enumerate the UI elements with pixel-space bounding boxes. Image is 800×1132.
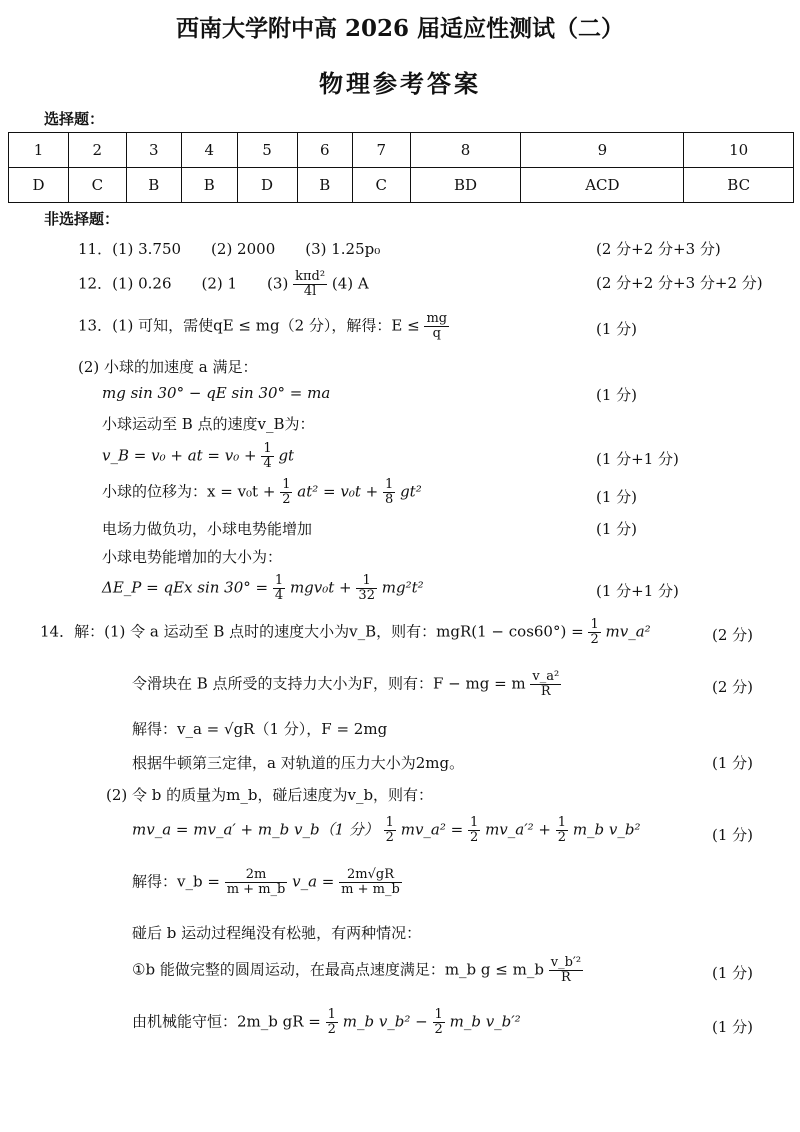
q14-score-1: (2 分) (712, 626, 754, 644)
fraction-numerator: 1 (557, 815, 567, 830)
fraction-numerator: v_a² (532, 669, 560, 684)
q14-fraction (588, 618, 600, 647)
fraction-numerator: mg (426, 311, 448, 326)
nonchoice-section-label: 非选择题： (44, 210, 120, 228)
fraction-numerator: 1 (282, 477, 291, 492)
q14-score-4: (1 分) (712, 754, 754, 772)
fraction-numerator: 1 (327, 1007, 336, 1022)
table-cell: 8 (410, 133, 521, 168)
choice-section-label: 选择题： (44, 110, 105, 128)
fraction-numerator: 1 (434, 1007, 443, 1022)
q14-text: ①b 能做完整的圆周运动，在最高点速度满足：m_b g ≤ m_b (132, 960, 544, 979)
table-cell: 3 (126, 133, 181, 168)
q14-line-10 (132, 1008, 521, 1037)
table-cell: 6 (297, 133, 352, 168)
table-row-numbers (9, 133, 794, 168)
q14-formula: m_b v_b² − (342, 1012, 428, 1031)
q11-answer: 11．(1) 3.750 (2) 2000 (3) 1.25p₀ (78, 240, 381, 258)
fraction-numerator: 1 (590, 617, 599, 632)
fraction-denominator: 8 (385, 492, 394, 507)
q14-fraction (339, 868, 402, 897)
table-cell: BC (684, 168, 794, 203)
q14-line-3: 解得：v_a = √gR（1 分），F = 2mg (132, 720, 388, 738)
table-row-answers (9, 168, 794, 203)
q13-fraction (383, 478, 395, 507)
q14-score-10: (1 分) (712, 1018, 754, 1036)
q14-fraction (468, 816, 480, 845)
q13-line-6 (102, 478, 422, 507)
q13-formula: mgv₀t + (289, 578, 352, 597)
q14-formula: mv_a² (605, 622, 651, 641)
fraction-denominator: q (432, 326, 441, 341)
fraction-numerator: v_b′² (550, 955, 582, 970)
q14-line-6 (132, 816, 641, 845)
fraction-denominator: 2 (385, 830, 394, 845)
fraction-denominator: 2 (282, 492, 291, 507)
q14-fraction (433, 1008, 445, 1037)
fraction-numerator: 1 (356, 574, 377, 589)
q13-score-9: (1 分+1 分) (596, 582, 679, 600)
table-cell: ACD (521, 168, 684, 203)
q13-fraction (356, 574, 377, 603)
q13-fraction (280, 478, 292, 507)
q14-line-8: 碰后 b 运动过程绳没有松驰，有两种情况： (132, 924, 422, 942)
choice-answer-table (8, 132, 794, 203)
table-cell: B (126, 168, 181, 203)
q12-text-a: 12．(1) 0.26 (2) 1 (3) (78, 274, 289, 293)
q14-formula: m_b v_b² (572, 820, 641, 839)
fraction-numerator: kπd² (295, 269, 326, 284)
q13-formula: ΔE_P = qEx sin 30° = (102, 578, 269, 597)
q13-line-2: (2) 小球的加速度 a 满足： (78, 358, 258, 376)
q13-score-6: (1 分) (596, 488, 638, 506)
fraction-numerator: 1 (263, 441, 272, 456)
table-cell: D (237, 168, 297, 203)
table-cell: B (297, 168, 352, 203)
q13-line-3: mg sin 30° − qE sin 30° = ma (102, 384, 331, 402)
table-cell: BD (410, 168, 521, 203)
fraction-denominator: 4l (303, 284, 317, 299)
q13-fraction (261, 442, 273, 471)
q13-text: 13．(1) 可知，需使qE ≤ mg（2 分），解得：E ≤ (78, 316, 420, 335)
q14-fraction (326, 1008, 338, 1037)
q14-fraction (556, 816, 568, 845)
fraction-denominator: R (540, 684, 551, 699)
q12-fraction (293, 270, 327, 299)
fraction-denominator: R (561, 970, 571, 985)
fraction-numerator: 2m (225, 868, 288, 883)
table-cell: 9 (521, 133, 684, 168)
fraction-denominator: m + m_b (341, 882, 400, 897)
q13-line-5 (102, 442, 294, 471)
fraction-denominator: 4 (274, 588, 284, 603)
fraction-denominator: 2 (557, 830, 567, 845)
q14-text: 解得：v_b = (132, 872, 220, 891)
fraction-denominator: m + m_b (226, 882, 286, 897)
q14-formula: mv_a′² + (485, 820, 551, 839)
fraction-numerator: 1 (385, 477, 394, 492)
q14-formula: mv_a² = (400, 820, 464, 839)
fraction-denominator: 2 (327, 1022, 336, 1037)
table-cell: 5 (237, 133, 297, 168)
q14-line-9 (132, 956, 583, 985)
q14-line-1 (40, 618, 651, 647)
fraction-denominator: 2 (470, 830, 479, 845)
q13-score-3: (1 分) (596, 386, 638, 404)
q13-formula: gt² (400, 482, 422, 501)
q14-formula: mv_a = mv_a′ + m_b v_b（1 分） (132, 820, 379, 839)
q13-text: 小球的位移为：x = v₀t + (102, 482, 276, 501)
table-cell: D (9, 168, 69, 203)
page-title: 西南大学附中高 2026 届适应性测试（二） (175, 15, 625, 42)
q14-fraction (530, 670, 561, 699)
q14-fraction (549, 956, 583, 985)
q13-fraction (424, 312, 449, 341)
fraction-numerator: 2m√gR (339, 868, 402, 883)
fraction-denominator: 4 (263, 456, 272, 471)
q14-line-7 (132, 868, 402, 897)
fraction-numerator: 1 (274, 573, 284, 588)
table-cell: C (69, 168, 127, 203)
q14-formula: v_a = (292, 872, 335, 891)
q14-text: 14．解：(1) 令 a 运动至 B 点时的速度大小为v_B，则有：mgR(1 − cos60°) = (40, 622, 584, 641)
q13-formula: v_B = v₀ + at = v₀ + (102, 446, 257, 465)
q14-score-6: (1 分) (712, 826, 754, 844)
q13-line-8: 小球电势能增加的大小为： (102, 548, 283, 566)
q13-line-9 (102, 574, 424, 603)
q13-formula: at² = v₀t + (297, 482, 379, 501)
table-cell: 2 (69, 133, 127, 168)
q13-formula: gt (278, 446, 295, 465)
table-cell: C (353, 168, 411, 203)
q14-fraction (384, 816, 396, 845)
q13-line-4: 小球运动至 B 点的速度v_B为： (102, 415, 315, 433)
q13-score-1: (1 分) (596, 320, 638, 338)
table-cell: 10 (684, 133, 794, 168)
q14-line-4: 根据牛顿第三定律，a 对轨道的压力大小为2mg。 (132, 754, 465, 772)
table-cell: B (182, 168, 237, 203)
q14-line-5: (2) 令 b 的质量为m_b，碰后速度为v_b，则有： (106, 786, 434, 804)
q12-answer (78, 270, 369, 299)
q11-score: (2 分+2 分+3 分) (596, 240, 721, 258)
table-cell: 1 (9, 133, 69, 168)
q13-fraction (273, 574, 285, 603)
fraction-denominator: 2 (434, 1022, 443, 1037)
q14-text: 令滑块在 B 点所受的支持力大小为F，则有：F − mg = m (132, 674, 526, 693)
q13-line-7: 电场力做负功，小球电势能增加 (102, 520, 313, 538)
q13-score-5: (1 分+1 分) (596, 450, 679, 468)
q13-score-7: (1 分) (596, 520, 638, 538)
q14-score-9: (1 分) (712, 964, 754, 982)
fraction-denominator: 32 (358, 588, 375, 603)
fraction-denominator: 2 (590, 632, 599, 647)
fraction-numerator: 1 (385, 815, 394, 830)
page-subtitle: 物理参考答案 (319, 69, 481, 98)
fraction-numerator: 1 (470, 815, 479, 830)
table-cell: 7 (353, 133, 411, 168)
q14-formula: m_b v_b′² (449, 1012, 521, 1031)
q12-text-b: (4) A (331, 274, 369, 293)
q14-fraction (225, 868, 288, 897)
q13-line-1 (78, 312, 449, 341)
q14-score-2: (2 分) (712, 678, 754, 696)
q14-line-2 (132, 670, 561, 699)
q14-text: 由机械能守恒：2m_b gR = (132, 1012, 321, 1031)
q12-score: (2 分+2 分+3 分+2 分) (596, 274, 763, 292)
table-cell: 4 (182, 133, 237, 168)
q13-formula: mg²t² (381, 578, 424, 597)
